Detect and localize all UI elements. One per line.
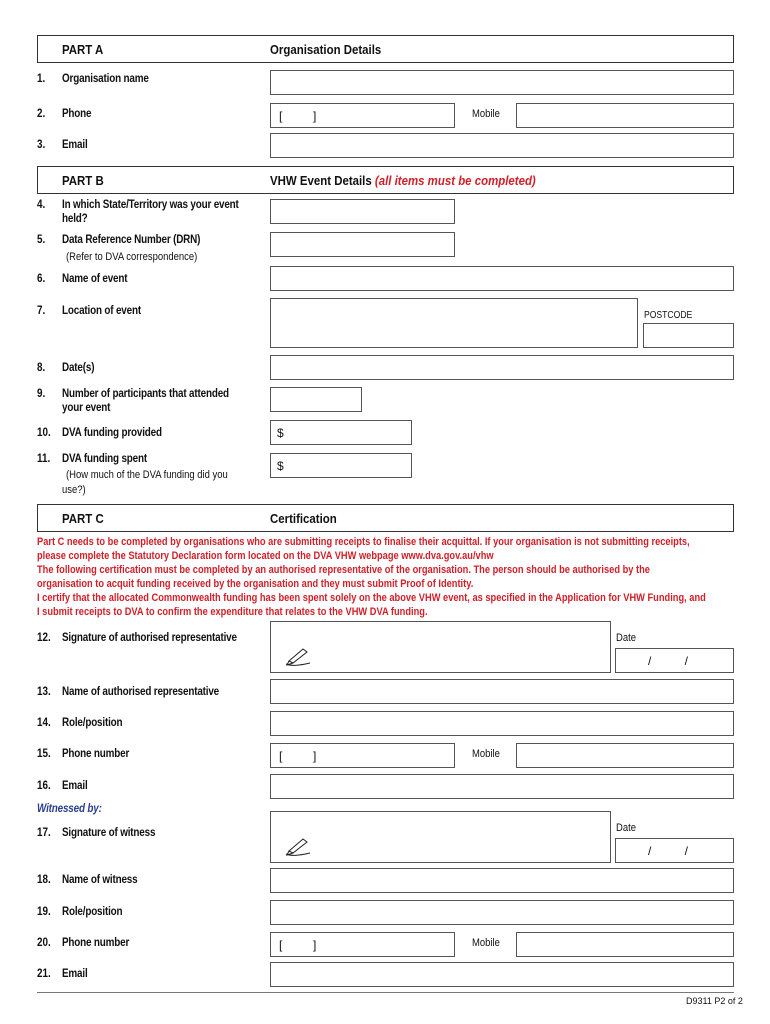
witness-mobile-field[interactable]	[516, 932, 734, 957]
item-13-label: Name of authorised representative	[62, 686, 220, 698]
item-12-label: Signature of authorised representative	[62, 632, 237, 644]
item-21-label: Email	[62, 968, 88, 980]
mobile-label: Mobile	[472, 748, 500, 760]
item-16-label: Email	[62, 780, 88, 792]
funding-spent-field[interactable]	[270, 453, 412, 478]
part-a-title: Organisation Details	[270, 42, 382, 57]
item-11-label: DVA funding spent	[62, 453, 147, 465]
bracket-open: [	[279, 109, 283, 123]
item-11-number: 11.	[37, 453, 51, 465]
item-8-number: 8.	[37, 362, 46, 374]
part-b-header	[37, 166, 734, 194]
item-17-label: Signature of witness	[62, 827, 156, 839]
witness-signature-field[interactable]	[270, 811, 611, 863]
item-14-label: Role/position	[62, 717, 123, 729]
item-4-number: 4.	[37, 199, 46, 211]
item-16-number: 16.	[37, 780, 51, 792]
witness-role-field[interactable]	[270, 900, 734, 925]
funding-provided-field[interactable]	[270, 420, 412, 445]
item-20-label: Phone number	[62, 937, 130, 949]
cert-line-2: please complete the Statutory Declaration form located on the DVA VHW webpage www.dva.gov.au/vhw	[37, 550, 494, 562]
item-3-number: 3.	[37, 139, 46, 151]
cert-line-5: I certify that the allocated Commonwealth funding has been spent solely on the above VHW event, as specified in the Application for VHW Funding, and	[37, 592, 706, 604]
item-17-number: 17.	[37, 827, 51, 839]
part-b-label: PART B	[62, 173, 104, 188]
part-b-title: VHW Event Details	[270, 173, 372, 188]
date-label: Date	[616, 822, 636, 834]
date-slashes: / /	[648, 844, 689, 858]
state-territory-field[interactable]	[270, 199, 455, 224]
item-2-label: Phone	[62, 108, 92, 120]
part-c-title: Certification	[270, 511, 337, 526]
item-1-label: Organisation name	[62, 73, 149, 85]
bracket-open: [	[279, 938, 283, 952]
mobile-field[interactable]	[516, 103, 734, 128]
part-c-header	[37, 504, 734, 532]
event-location-field[interactable]	[270, 298, 638, 348]
item-18-label: Name of witness	[62, 874, 138, 886]
date-slashes: / /	[648, 654, 689, 668]
bracket-close: ]	[313, 749, 317, 763]
item-21-number: 21.	[37, 968, 51, 980]
witness-name-field[interactable]	[270, 868, 734, 893]
email-field[interactable]	[270, 133, 734, 158]
cert-line-3: The following certification must be completed by an authorised representative of the organisation. The person should be authorised by the	[37, 564, 650, 576]
representative-mobile-field[interactable]	[516, 743, 734, 768]
item-18-number: 18.	[37, 874, 51, 886]
date-label: Date	[616, 632, 636, 644]
witness-date-field[interactable]	[615, 838, 734, 863]
item-4-label-line2: held?	[62, 213, 88, 225]
mobile-label: Mobile	[472, 937, 500, 949]
item-3-label: Email	[62, 139, 88, 151]
part-b-title-wrap	[270, 173, 536, 188]
item-11-sub-line1: (How much of the DVA funding did you	[66, 469, 228, 481]
item-5-label: Data Reference Number (DRN)	[62, 234, 201, 246]
witness-email-field[interactable]	[270, 962, 734, 987]
item-11-sub-line2: use?)	[62, 484, 86, 496]
witness-phone-field[interactable]	[270, 932, 455, 957]
item-12-number: 12.	[37, 632, 51, 644]
representative-date-field[interactable]	[615, 648, 734, 673]
part-a-label: PART A	[62, 42, 104, 57]
item-10-number: 10.	[37, 427, 51, 439]
bracket-open: [	[279, 749, 283, 763]
postcode-label: POSTCODE	[644, 310, 693, 321]
item-9-label-line2: your event	[62, 402, 111, 414]
item-19-number: 19.	[37, 906, 51, 918]
footer-form-id: D9311 P2 of 2	[686, 996, 743, 1006]
item-13-number: 13.	[37, 686, 51, 698]
bracket-close: ]	[313, 109, 317, 123]
part-c-label: PART C	[62, 511, 104, 526]
item-5-number: 5.	[37, 234, 46, 246]
representative-name-field[interactable]	[270, 679, 734, 704]
item-8-label: Date(s)	[62, 362, 95, 374]
phone-field[interactable]	[270, 103, 455, 128]
event-dates-field[interactable]	[270, 355, 734, 380]
item-7-number: 7.	[37, 305, 46, 317]
participants-field[interactable]	[270, 387, 362, 412]
cert-line-6: I submit receipts to DVA to confirm the expenditure that relates to the VHW DVA funding.	[37, 606, 428, 618]
mobile-label: Mobile	[472, 108, 500, 120]
item-1-number: 1.	[37, 73, 46, 85]
item-15-label: Phone number	[62, 748, 130, 760]
item-6-label: Name of event	[62, 273, 128, 285]
representative-role-field[interactable]	[270, 711, 734, 736]
pen-signature-icon	[283, 836, 313, 858]
dollar-sign: $	[277, 459, 284, 473]
item-2-number: 2.	[37, 108, 46, 120]
certification-text	[37, 535, 734, 619]
representative-signature-field[interactable]	[270, 621, 611, 673]
representative-email-field[interactable]	[270, 774, 734, 799]
witnessed-by-heading: Witnessed by:	[37, 803, 102, 815]
item-20-number: 20.	[37, 937, 51, 949]
item-15-number: 15.	[37, 748, 51, 760]
item-9-number: 9.	[37, 388, 46, 400]
part-a-header	[37, 35, 734, 63]
item-19-label: Role/position	[62, 906, 123, 918]
item-6-number: 6.	[37, 273, 46, 285]
cert-line-1: Part C needs to be completed by organisations who are submitting receipts to finalise their acquittal. If your organisation is not submitting receipts,	[37, 536, 690, 548]
footer-divider	[37, 992, 734, 993]
cert-line-4: organisation to acquit funding received by the organisation and they must submit Proof of Identity.	[37, 578, 474, 590]
item-7-label: Location of event	[62, 305, 141, 317]
dollar-sign: $	[277, 426, 284, 440]
item-10-label: DVA funding provided	[62, 427, 162, 439]
item-5-sub: (Refer to DVA correspondence)	[66, 251, 198, 263]
part-b-note: (all items must be completed)	[374, 173, 536, 188]
event-name-field[interactable]	[270, 266, 734, 291]
item-14-number: 14.	[37, 717, 51, 729]
drn-field[interactable]	[270, 232, 455, 257]
representative-phone-field[interactable]	[270, 743, 455, 768]
pen-signature-icon	[283, 646, 313, 668]
item-9-label-line1: Number of participants that attended	[62, 388, 229, 400]
organisation-name-field[interactable]	[270, 70, 734, 95]
bracket-close: ]	[313, 938, 317, 952]
item-4-label-line1: In which State/Territory was your event	[62, 199, 239, 211]
postcode-field[interactable]	[643, 323, 734, 348]
